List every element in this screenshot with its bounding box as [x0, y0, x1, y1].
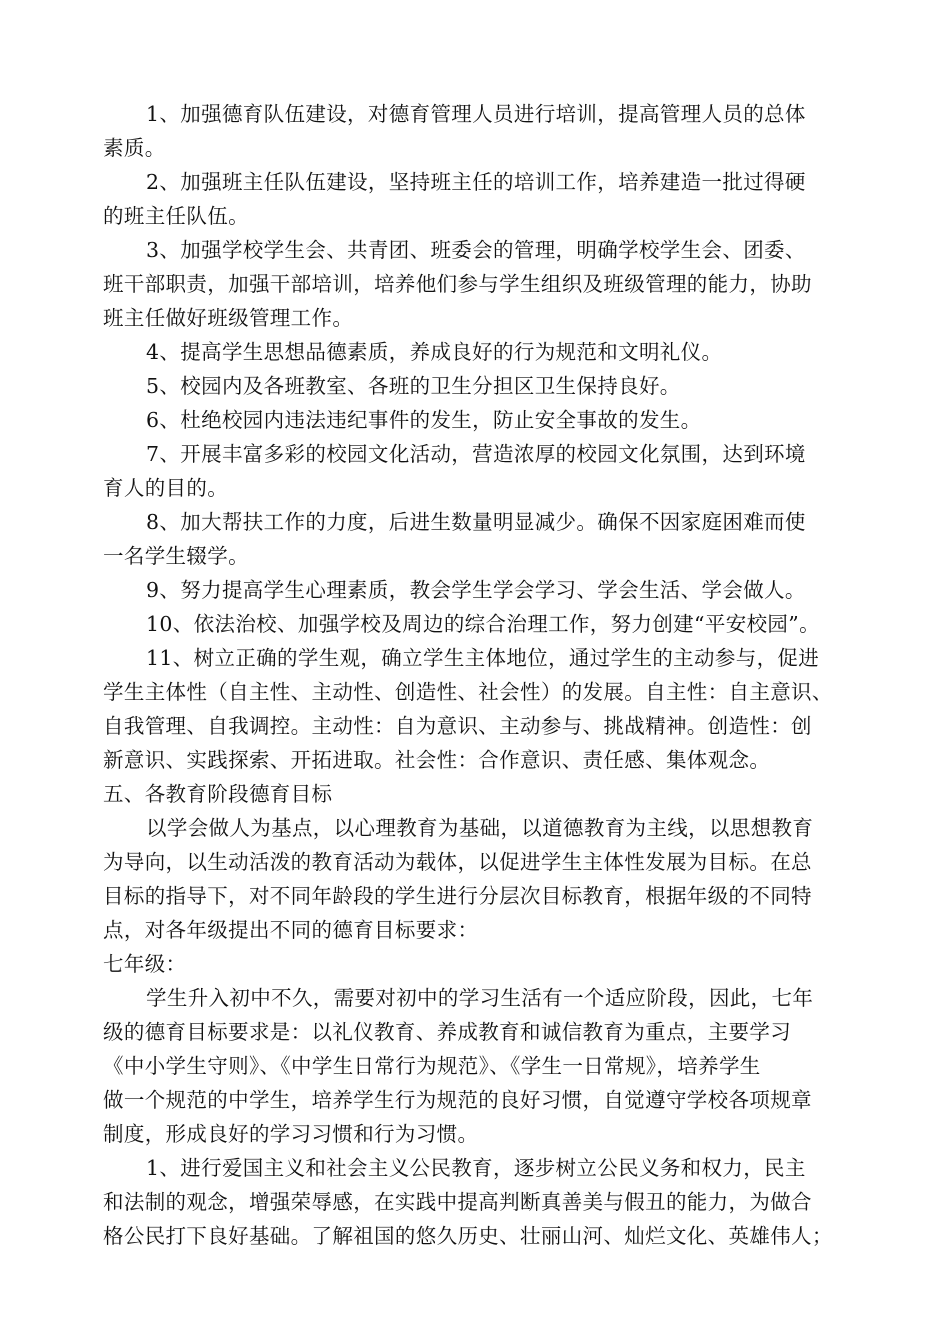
- text-line: 11、树立正确的学生观，确立学生主体地位，通过学生的主动参与，促进: [146, 646, 820, 670]
- text-line: 七年级：: [103, 952, 187, 976]
- text-line: 以学会做人为基点，以心理教育为基础，以道德教育为主线，以思想教育: [146, 816, 814, 840]
- text-line: 4、提高学生思想品德素质，养成良好的行为规范和文明礼仪。: [146, 340, 723, 364]
- text-line: 新意识、实践探索、开拓进取。社会性：合作意识、责任感、集体观念。: [103, 748, 771, 772]
- text-line: 1、进行爱国主义和社会主义公民教育，逐步树立公民义务和权力，民主: [146, 1156, 806, 1180]
- text-line: 格公民打下良好基础。了解祖国的悠久历史、壮丽山河、灿烂文化、英雄伟人；: [103, 1224, 833, 1248]
- text-line: 7、开展丰富多彩的校园文化活动，营造浓厚的校园文化氛围，达到环境: [146, 442, 806, 466]
- text-line: 自我管理、自我调控。主动性：自为意识、主动参与、挑战精神。创造性：创: [103, 714, 812, 738]
- text-line: 8、加大帮扶工作的力度，后进生数量明显减少。确保不因家庭困难而使: [146, 510, 806, 534]
- text-line: 6、杜绝校园内违法违纪事件的发生，防止安全事故的发生。: [146, 408, 702, 432]
- text-line: 1、加强德育队伍建设，对德育管理人员进行培训，提高管理人员的总体: [146, 102, 806, 126]
- text-line: 班主任做好班级管理工作。: [103, 306, 354, 330]
- text-line: 《中小学生守则》、《中学生日常行为规范》、《学生一日常规》，培养学生: [103, 1054, 761, 1078]
- text-line: 制度，形成良好的学习习惯和行为习惯。: [103, 1122, 479, 1146]
- text-line: 育人的目的。: [103, 476, 229, 500]
- text-line: 做一个规范的中学生，培养学生行为规范的良好习惯，自觉遵守学校各项规章: [103, 1088, 812, 1112]
- text-line: 级的德育目标要求是：以礼仪教育、养成教育和诚信教育为重点，主要学习: [103, 1020, 792, 1044]
- text-line: 班干部职责，加强干部培训，培养他们参与学生组织及班级管理的能力，协助: [103, 272, 812, 296]
- text-line: 9、努力提高学生心理素质，教会学生学会学习、学会生活、学会做人。: [146, 578, 806, 602]
- text-line: 学生升入初中不久，需要对初中的学习生活有一个适应阶段，因此，七年: [146, 986, 814, 1010]
- text-line: 五、各教育阶段德育目标: [103, 782, 333, 806]
- text-line: 点，对各年级提出不同的德育目标要求：: [103, 918, 479, 942]
- text-line: 5、校园内及各班教室、各班的卫生分担区卫生保持良好。: [146, 374, 681, 398]
- text-line: 为导向，以生动活泼的教育活动为载体，以促进学生主体性发展为目标。在总: [103, 850, 812, 874]
- text-line: 素质。: [103, 136, 166, 160]
- text-line: 目标的指导下，对不同年龄段的学生进行分层次目标教育，根据年级的不同特: [103, 884, 812, 908]
- text-line: 一名学生辍学。: [103, 544, 249, 568]
- text-line: 和法制的观念，增强荣辱感，在实践中提高判断真善美与假丑的能力，为做合: [103, 1190, 812, 1214]
- text-line: 2、加强班主任队伍建设，坚持班主任的培训工作，培养建造一批过得硬: [146, 170, 806, 194]
- document-body: [103, 97, 873, 1253]
- text-line: 10、依法治校、加强学校及周边的综合治理工作，努力创建“平安校园”。: [146, 612, 820, 636]
- text-line: 的班主任队伍。: [103, 204, 249, 228]
- text-line: 3、加强学校学生会、共青团、班委会的管理，明确学校学生会、团委、: [146, 238, 806, 262]
- text-line: 学生主体性（自主性、主动性、创造性、社会性）的发展。自主性：自主意识、: [103, 680, 833, 704]
